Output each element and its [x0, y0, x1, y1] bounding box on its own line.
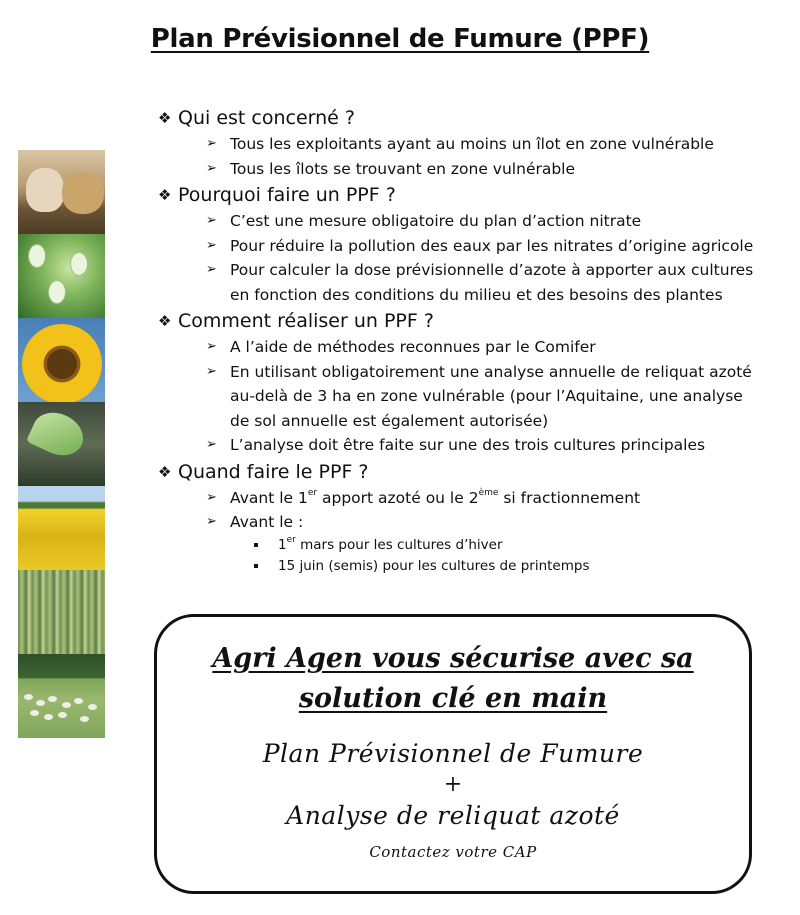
arrow-bullet-icon: ➢: [206, 363, 217, 379]
section-heading: Qui est concerné ?: [178, 107, 355, 129]
wheat-photo: [18, 570, 105, 654]
list-item: ➢ Tous les exploitants ayant au moins un îlot en zone vulnérable: [206, 132, 758, 157]
arrow-bullet-icon: ➢: [206, 262, 217, 277]
arrow-bullet-icon: ➢: [206, 213, 217, 228]
content-list: [158, 104, 758, 577]
arrow-bullet-icon: ➢: [206, 237, 217, 253]
offer-line-ppf: Plan Prévisionnel de Fumure: [262, 739, 644, 768]
offer-headline: Agri Agen vous sécurise avec sa solution clé en main: [212, 643, 694, 714]
arrow-bullet-icon: ➢: [206, 489, 217, 505]
diamond-bullet-icon: ❖: [158, 312, 172, 330]
list-item: ➢ L’analyse doit être faite sur une des trois cultures principales: [206, 433, 758, 458]
arrow-bullet-icon: ➢: [206, 339, 217, 354]
cows-photo: [18, 150, 105, 234]
sunflower-photo: [18, 318, 105, 402]
diamond-bullet-icon: ❖: [158, 186, 172, 204]
sub-list-item: 15 juin (semis) pour les cultures de printemps: [254, 556, 758, 577]
page-title: Plan Prévisionnel de Fumure (PPF): [150, 24, 650, 54]
arrow-bullet-icon: ➢: [206, 437, 217, 452]
arrow-bullet-icon: ➢: [206, 136, 217, 151]
offer-line-analysis: Analyse de reliquat azoté: [286, 801, 620, 830]
list-item: ➢ Tous les îlots se trouvant en zone vulnérable: [206, 157, 758, 182]
section-who: [158, 104, 758, 181]
list-item: ➢ Pour calculer la dose prévisionnelle d’azote à apporter aux cultures en fonction des conditions du milieu et des besoins des plantes: [206, 258, 758, 307]
list-item: ➢ Avant le 1er apport azoté ou le 2ème si fractionnement: [206, 486, 758, 511]
rapeseed-field-photo: [18, 486, 105, 570]
diamond-bullet-icon: ❖: [158, 462, 172, 481]
list-item: ➢ Pour réduire la pollution des eaux par les nitrates d’origine agricole: [206, 234, 758, 259]
photo-strip: [18, 150, 105, 740]
section-heading: Quand faire le PPF ?: [178, 460, 369, 483]
sub-list-item: 1er mars pour les cultures d’hiver: [254, 535, 758, 556]
plus-sign: +: [443, 772, 463, 797]
seedling-photo: [18, 402, 105, 486]
list-item: ➢ En utilisant obligatoirement une analyse annuelle de reliquat azoté au-delà de 3 ha en zone vulnérable (pour l’Aquitaine, une analyse de sol annuelle est également autorisée): [206, 360, 758, 434]
arrow-bullet-icon: ➢: [206, 514, 217, 529]
section-how: [158, 307, 758, 458]
square-bullet-icon: [254, 564, 258, 568]
section-when: [158, 458, 758, 577]
section-why: [158, 181, 758, 307]
list-item: ➢ A l’aide de méthodes reconnues par le Comifer: [206, 335, 758, 360]
offer-box: [154, 614, 752, 894]
arrow-bullet-icon: ➢: [206, 160, 217, 176]
peas-photo: [18, 234, 105, 318]
list-item: ➢ C’est une mesure obligatoire du plan d’action nitrate: [206, 209, 758, 234]
section-heading: Pourquoi faire un PPF ?: [178, 184, 396, 206]
diamond-bullet-icon: ❖: [158, 109, 172, 127]
list-item: ➢ Avant le :: [206, 510, 758, 535]
contact-line: Contactez votre CAP: [369, 843, 537, 861]
square-bullet-icon: [254, 543, 258, 547]
sheep-meadow-photo: [18, 654, 105, 738]
section-heading: Comment réaliser un PPF ?: [178, 310, 434, 332]
